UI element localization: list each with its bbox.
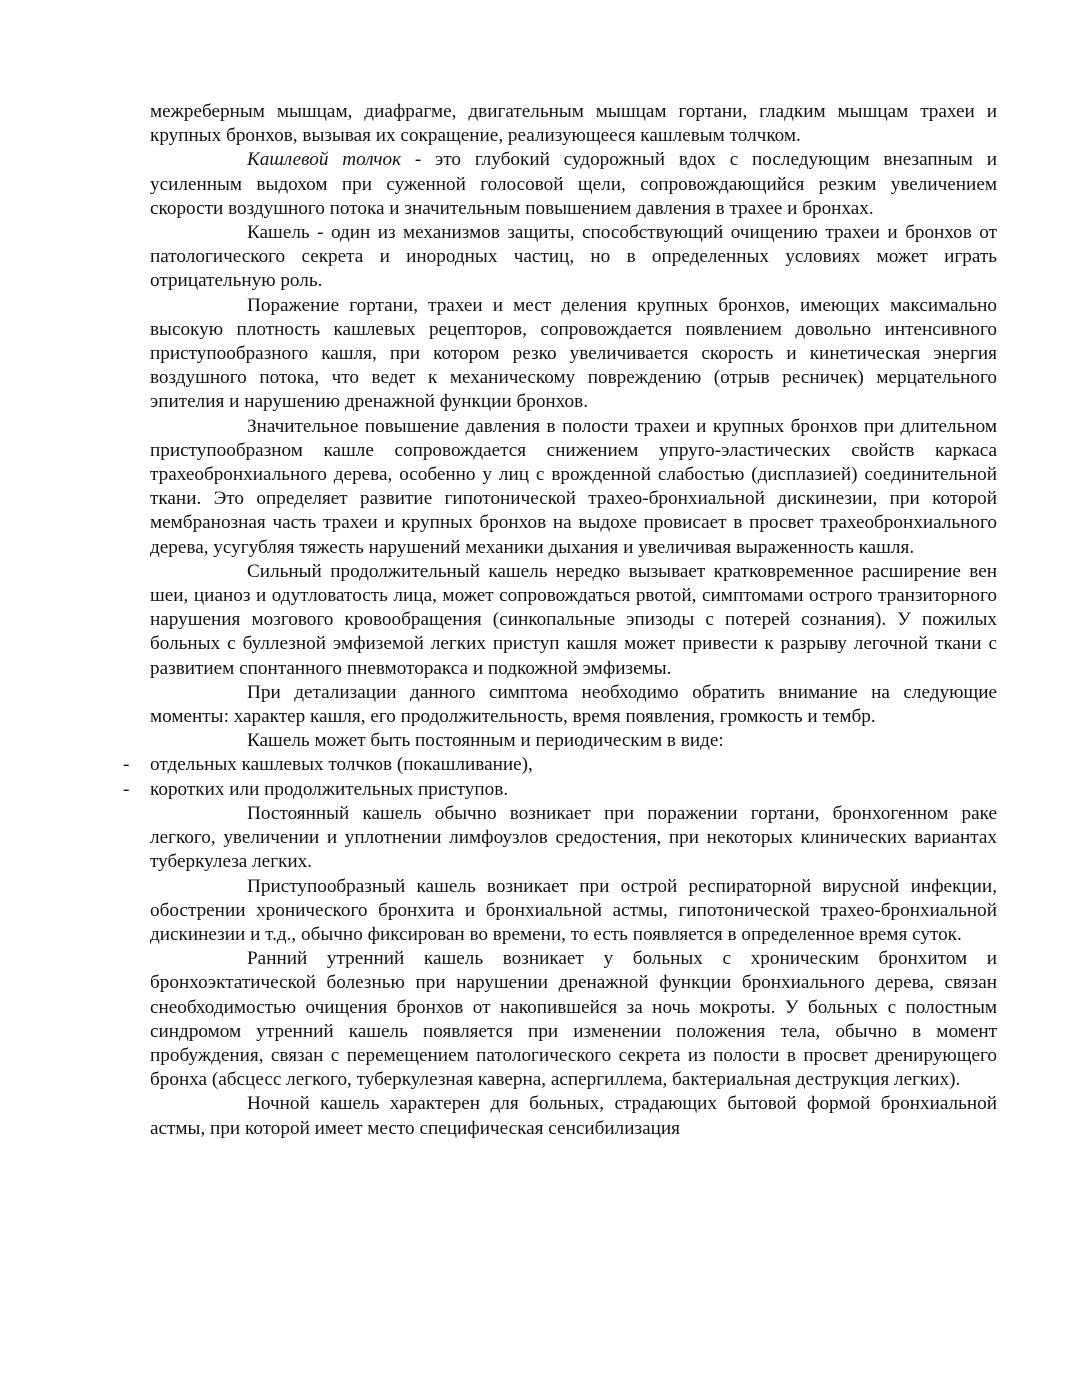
paragraph-1: межреберным мышцам, диафрагме, двигательным мышцам гортани, гладким мышцам трахеи и крупных бронхов, вызывая их сокращение, реализующееся кашлевым толчком. xyxy=(150,101,997,147)
list-item xyxy=(123,753,997,777)
list-item xyxy=(123,778,997,802)
paragraph-3: Кашель - один из механизмов защиты, способствующий очищению трахеи и бронхов от патологического секрета и инородных частиц, но в определенных условиях может играть отрицательную роль. xyxy=(150,222,997,292)
list-item-text: отдельных кашлевых толчков (покашливание), xyxy=(150,754,533,776)
paragraph-8: Кашель может быть постоянным и периодическим в виде: xyxy=(247,730,724,752)
paragraph-7: При детализации данного симптома необходимо обратить внимание на следующие моменты: характер кашля, его продолжительность, время появления, громкость и тембр. xyxy=(150,681,997,728)
paragraph-2 xyxy=(150,148,997,221)
paragraph-6: Сильный продолжительный кашель нередко вызывает кратковременное расширение вен шеи, цианоз и одутловатость лица, может сопровождаться рвотой, симптомами острого транзиторного нарушения мозгового кровообращения (синкопальные эпизоды с потерей сознания). У пожилых больных с буллезной эмфиземой легких приступ кашля может привести к разрыву легочной ткани с развитием спонтанного пневмоторакса и подкожной эмфиземы. xyxy=(150,560,997,679)
document-page xyxy=(123,100,997,1141)
term-cough-push: Кашлевой толчок xyxy=(247,149,402,171)
paragraph-11: Ранний утренний кашель возникает у больных с хроническим бронхитом и бронхоэктатической болезнью при нарушении дренажной функции бронхиального дерева, связан снеобходимостью очищения бронхов от накопившейся за ночь мокроты. У больных с полостным синдромом утренний кашель появляется при изменении положения тела, обычно в момент пробуждения, связан с перемещением патологического секрета из полости в просвет дренирующего бронха (абсцесс легкого, туберкулезная каверна, аспергиллема, бактериальная деструкция легких). xyxy=(150,948,997,1091)
paragraph-4: Поражение гортани, трахеи и мест деления крупных бронхов, имеющих максимально высокую плотность кашлевых рецепторов, сопровождается появлением довольно интенсивного приступообразного кашля, при котором резко увеличивается скорость и кинетическая энергия воздушного потока, что ведет к механическому повреждению (отрыв ресничек) мерцательного эпителия и нарушению дренажной функции бронхов. xyxy=(150,294,997,413)
paragraph-5: Значительное повышение давления в полости трахеи и крупных бронхов при длительном приступообразном кашле сопровождается снижением упруго-эластических свойств каркаса трахеобронхиального дерева, особенно у лиц с врожденной слабостью (дисплазией) соединительной ткани. Это определяет развитие гипотонической трахео-бронхиальной дискинезии, при которой мембранозная часть трахеи и крупных бронхов на выдохе провисает в просвет трахеобронхиального дерева, усугубляя тяжесть нарушений механики дыхания и увеличивая выраженность кашля. xyxy=(150,415,997,558)
paragraph-12: Ночной кашель характерен для больных, страдающих бытовой формой бронхиальной астмы, при которой имеет место специфическая сенсибилизация xyxy=(150,1093,997,1139)
paragraph-9: Постоянный кашель обычно возникает при поражении гортани, бронхогенном раке легкого, увеличении и уплотнении лимфоузлов средостения, при некоторых клинических вариантах туберкулеза легких. xyxy=(150,802,997,873)
paragraph-10: Приступообразный кашель возникает при острой респираторной вирусной инфекции, обострении хронического бронхита и бронхиальной астмы, гипотонической трахео-бронхиальной дискинезии и т.д., обычно фиксирован во времени, то есть появляется в определенное время суток. xyxy=(150,875,997,945)
list-item-text: коротких или продолжительных приступов. xyxy=(150,778,509,800)
list-bullet: - xyxy=(123,754,130,776)
paragraph-2-text: - это глубокий судорожный вдох с последующим внезапным и усиленным выдохом при суженной голосовой щели, сопровождающийся резким увеличением скорости воздушного потока и значительным повышением давления в трахее и бронхах. xyxy=(150,149,997,219)
list-bullet: - xyxy=(123,778,130,800)
cough-types-list xyxy=(123,753,997,801)
